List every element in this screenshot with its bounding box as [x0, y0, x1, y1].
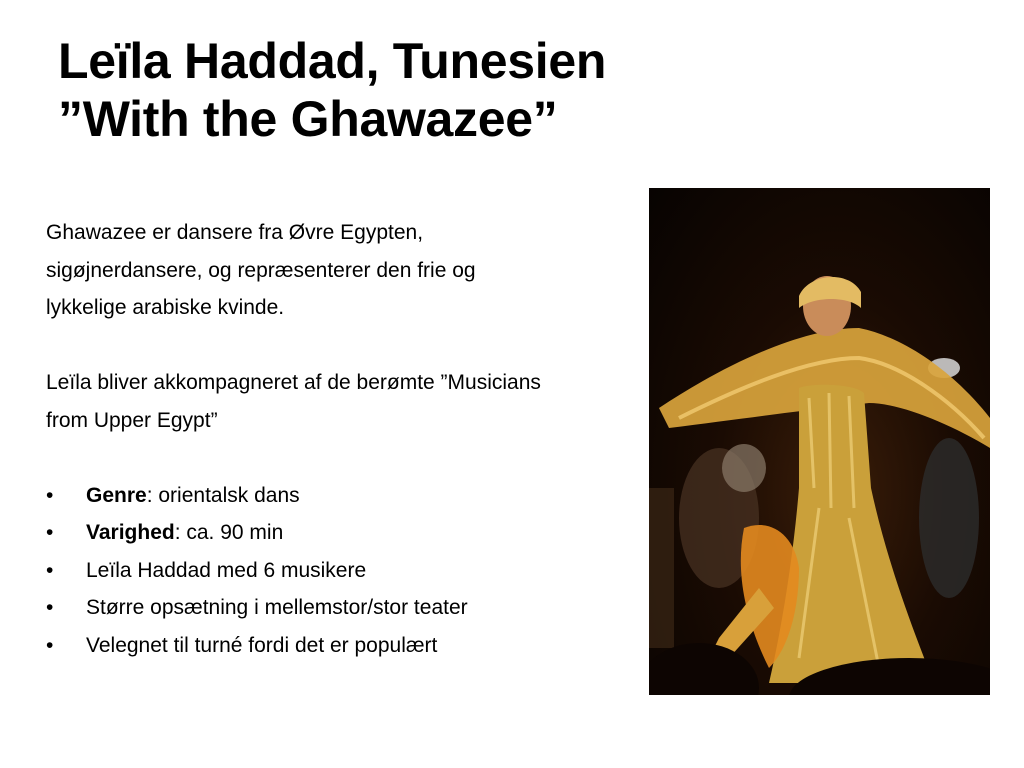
musician-head: [722, 444, 766, 492]
spacer: [46, 327, 626, 365]
accompaniment-paragraph: [46, 364, 626, 439]
slide-title: [58, 32, 758, 148]
bullet-duration: [46, 514, 626, 552]
title-line-2: ”With the Ghawazee”: [58, 91, 558, 147]
bullet-touring: [46, 627, 626, 665]
bullet-text: Leïla Haddad med 6 musikere: [86, 558, 367, 582]
bullet-genre: [46, 477, 626, 515]
dancer-photo: [649, 188, 990, 695]
accompaniment-line: Leïla bliver akkompagneret af de berømte ”Musicians: [46, 371, 541, 394]
bullet-text: : orientalsk dans: [146, 483, 300, 507]
bullet-text: Større opsætning i mellemstor/stor teater: [86, 596, 468, 619]
description-line: lykkelige arabiske kvinde.: [46, 296, 285, 319]
title-line-1: Leïla Haddad, Tunesien: [58, 33, 607, 89]
bullet-label: Varighed: [86, 521, 175, 544]
bullet-label: Genre: [86, 483, 147, 507]
accompaniment-line: from Upper Egypt”: [46, 408, 218, 432]
bullet-text: : ca. 90 min: [174, 521, 284, 544]
dancer-illustration: [649, 188, 990, 695]
bullet-musicians: [46, 552, 626, 590]
musician-figure: [919, 438, 979, 598]
bullet-production: [46, 589, 626, 627]
slide-body: [46, 214, 626, 664]
description-line: sigøjnerdansere, og repræsenterer den frie og: [46, 258, 476, 282]
bullet-text: Velegnet til turné fordi det er populært: [86, 633, 438, 657]
audience-silhouette: [649, 643, 759, 695]
description-line: Ghawazee er dansere fra Øvre Egypten,: [46, 221, 424, 244]
stage-prop: [649, 488, 674, 648]
info-bullet-list: [46, 477, 626, 665]
spacer: [46, 439, 626, 477]
description-paragraph: [46, 214, 626, 327]
